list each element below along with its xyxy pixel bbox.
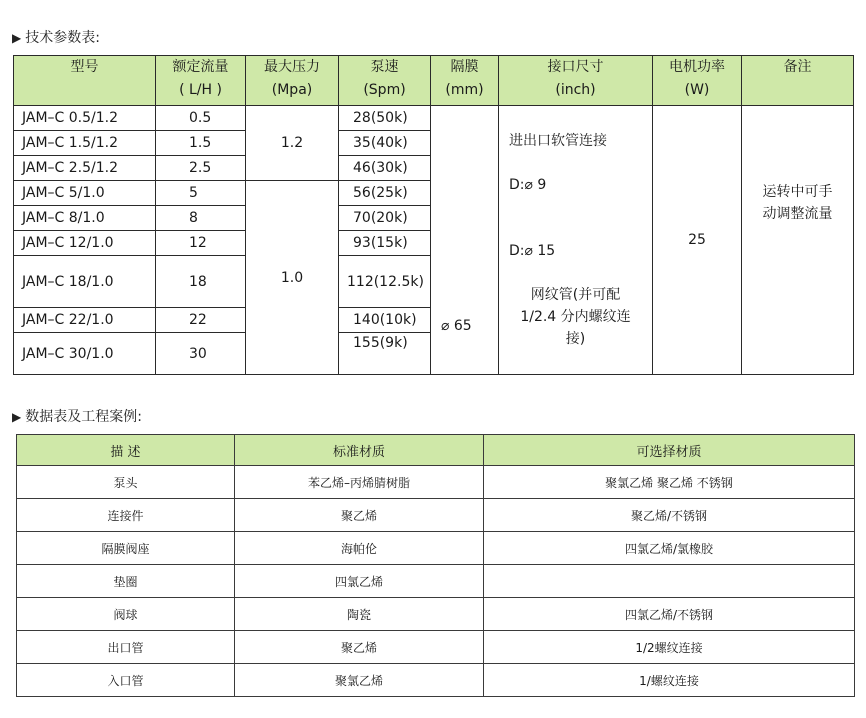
standard-cell: 海帕伦 [235,532,484,565]
pressure-cell: 1.0 [246,181,339,375]
material-table [16,434,855,697]
header-connection: 接口尺寸 (inch) [499,56,653,106]
model-cell: JAM–C 1.5/1.2 [14,131,156,156]
header-power: 电机功率 (W) [653,56,742,106]
description-cell: 阀球 [17,598,235,631]
model-cell: JAM–C 30/1.0 [14,333,156,375]
connection-line: 进出口软管连接 [509,133,607,149]
table-row [17,631,855,664]
standard-cell: 苯乙烯–丙烯腈树脂 [235,466,484,499]
model-cell: JAM–C 22/1.0 [14,308,156,333]
speed-cell: 56(25k) [339,181,431,206]
note-cell: 运转中可手 动调整流量 [742,106,854,375]
speed-cell: 35(40k) [339,131,431,156]
flow-cell: 2.5 [156,156,246,181]
spec-table [13,55,854,375]
table-row [17,664,855,697]
flow-cell: 18 [156,256,246,308]
connection-line: 网纹管(并可配 [530,287,621,303]
table-row [17,532,855,565]
description-cell: 泵头 [17,466,235,499]
flow-cell: 1.5 [156,131,246,156]
description-cell: 出口管 [17,631,235,664]
spec-section-title: ▶ 技术参数表: [12,30,100,46]
optional-cell: 1/螺纹连接 [484,664,855,697]
connection-line: D:⌀ 15 [509,243,556,259]
connection-cell [499,106,653,375]
flow-cell: 12 [156,231,246,256]
flow-cell: 22 [156,308,246,333]
header-pressure: 最大压力 (Mpa) [246,56,339,106]
flow-cell: 5 [156,181,246,206]
standard-cell: 聚乙烯 [235,499,484,532]
standard-cell: 陶瓷 [235,598,484,631]
pressure-cell: 1.2 [246,106,339,181]
model-cell: JAM–C 18/1.0 [14,256,156,308]
description-cell: 连接件 [17,499,235,532]
speed-cell: 70(20k) [339,206,431,231]
speed-cell: 46(30k) [339,156,431,181]
membrane-cell: ⌀ 65 [431,106,499,375]
model-cell: JAM–C 8/1.0 [14,206,156,231]
header-model: 型号 [14,56,156,106]
standard-cell: 聚氯乙烯 [235,664,484,697]
material-section-title: ▶ 数据表及工程案例: [12,409,142,425]
model-cell: JAM–C 12/1.0 [14,231,156,256]
speed-cell: 93(15k) [339,231,431,256]
optional-cell [484,565,855,598]
flow-cell: 0.5 [156,106,246,131]
model-cell: JAM–C 5/1.0 [14,181,156,206]
material-header-row [17,435,855,466]
connection-line: 1/2.4 分内螺纹连 [520,309,631,325]
optional-cell: 四氯乙烯/氯橡胶 [484,532,855,565]
triangle-bullet-icon: ▶ [12,410,22,424]
header-standard-material: 标准材质 [235,435,484,466]
header-optional-material: 可选择材质 [484,435,855,466]
speed-cell: 28(50k) [339,106,431,131]
speed-cell: 140(10k) [339,308,431,333]
header-note: 备注 [742,56,854,106]
flow-cell: 30 [156,333,246,375]
optional-cell: 四氯乙烯/不锈钢 [484,598,855,631]
optional-cell: 聚乙烯/不锈钢 [484,499,855,532]
description-cell: 入口管 [17,664,235,697]
triangle-bullet-icon: ▶ [12,31,22,45]
header-flow: 额定流量 ( L/H ) [156,56,246,106]
optional-cell: 1/2螺纹连接 [484,631,855,664]
speed-cell: 155(9k) [339,333,431,375]
header-membrane: 隔膜 (mm) [431,56,499,106]
table-row [17,565,855,598]
description-cell: 隔膜阀座 [17,532,235,565]
standard-cell: 四氯乙烯 [235,565,484,598]
table-row [17,499,855,532]
table-row [17,466,855,499]
connection-line: 接) [565,331,586,347]
header-speed: 泵速 (Spm) [339,56,431,106]
connection-line: D:⌀ 9 [509,177,547,193]
power-cell: 25 [653,106,742,375]
header-description: 描 述 [17,435,235,466]
model-cell: JAM–C 2.5/1.2 [14,156,156,181]
spec-header-row [14,56,854,106]
flow-cell: 8 [156,206,246,231]
standard-cell: 聚乙烯 [235,631,484,664]
model-cell: JAM–C 0.5/1.2 [14,106,156,131]
description-cell: 垫圈 [17,565,235,598]
optional-cell: 聚氯乙烯 聚乙烯 不锈钢 [484,466,855,499]
table-row [14,106,854,131]
table-row [17,598,855,631]
speed-cell: 112(12.5k) [339,256,431,308]
